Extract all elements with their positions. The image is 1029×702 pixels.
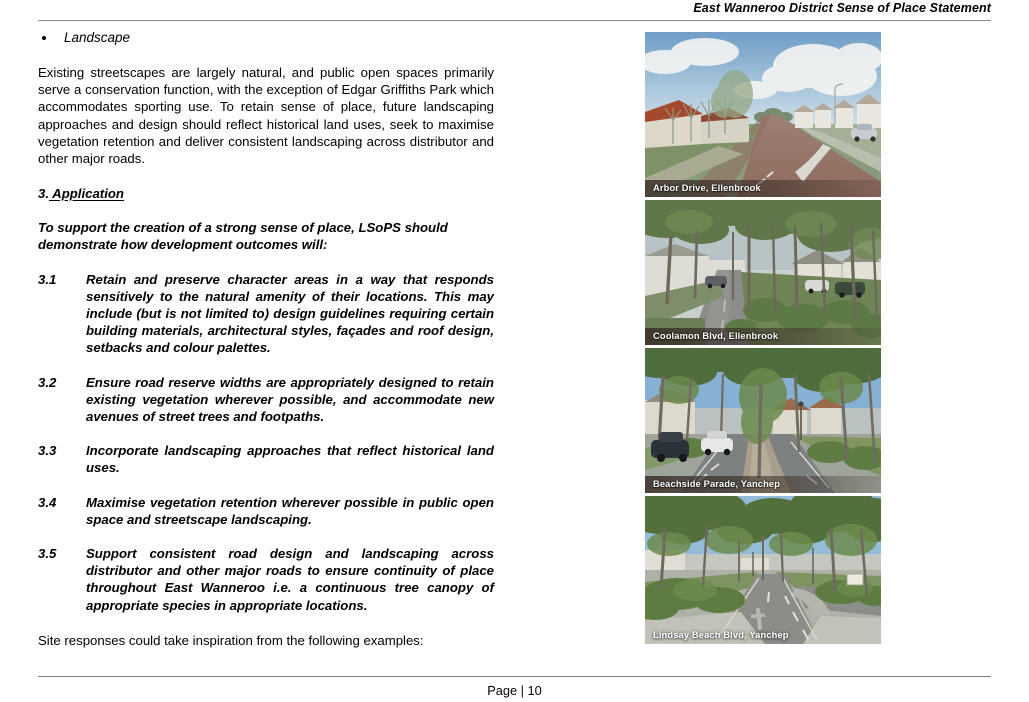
clause-number: 3.3 (38, 443, 57, 459)
clause-text: Maximise vegetation retention wherever possible in public open space and streetscape landscaping. (86, 494, 494, 527)
photo-caption: Arbor Drive, Ellenbrook (645, 180, 881, 197)
clause-text: Incorporate landscaping approaches that reflect historical land uses. (86, 443, 494, 476)
intro-paragraph: Existing streetscapes are largely natural, and public open spaces primarily serve a conservation function, with the exception of Edgar Griffiths Park which accommodates sporting use. To retain sense of place, future landscaping approaches and design should reflect historical land uses, seek to maximise vegetation retention and deliver consistent landscaping across distributor and other major roads. (38, 65, 494, 167)
clause-3-4 (38, 494, 494, 528)
clause-3-1 (38, 271, 494, 357)
closing-paragraph: Site responses could take inspiration from the following examples: (38, 632, 424, 648)
streetscape-illustration (645, 32, 881, 197)
section-number: 3. (38, 186, 49, 202)
clause-number: 3.2 (38, 374, 57, 390)
section-heading-application (38, 185, 494, 202)
header-divider (38, 20, 991, 21)
photo-caption: Beachside Parade, Yanchep (645, 476, 881, 493)
photo-beachside-parade (645, 348, 881, 493)
header-title: East Wanneroo District Sense of Place Statement (693, 1, 991, 15)
streetscape-illustration (645, 496, 881, 644)
footer-divider (38, 676, 991, 677)
photo-lindsay-beach-blvd (645, 496, 881, 644)
photo-scene (645, 496, 881, 644)
bullet-item-landscape (38, 30, 494, 52)
photo-scene (645, 348, 881, 493)
photo-caption: Lindsay Beach Blvd, Yanchep (653, 630, 789, 640)
clause-text: Retain and preserve character areas in a way that responds sensitively to the natural amenity of their locations. This may include (but is not limited to) design guidelines requiring certain building materials, architectural styles, façades and roof design, setbacks and colour palettes. (86, 271, 494, 356)
clause-text: Support consistent road design and landscaping across distributor and other major roads to ensure continuity of place throughout East Wanneroo i.e. a continuous tree canopy of appropriate species in appropriate locations. (86, 546, 494, 613)
photo-scene (645, 200, 881, 345)
photo-coolamon-blvd (645, 200, 881, 345)
page-header (38, 0, 991, 22)
bullet-dot-icon (42, 36, 46, 40)
clause-number: 3.1 (38, 271, 57, 287)
clause-number: 3.4 (38, 494, 57, 510)
page-number: Page | 10 (487, 683, 542, 698)
clause-3-5 (38, 545, 494, 614)
photo-arbor-drive (645, 32, 881, 197)
clause-3-3 (38, 442, 494, 476)
document-body (38, 30, 494, 649)
page-footer (38, 676, 991, 698)
photo-gallery (645, 32, 881, 647)
streetscape-illustration (645, 200, 881, 345)
clause-text: Ensure road reserve widths are appropriately designed to retain existing vegetation wherever possible, and accommodate new avenues of street trees and footpaths. (86, 374, 494, 425)
streetscape-illustration (645, 348, 881, 493)
bullet-item-label: Landscape (64, 30, 131, 45)
clause-number: 3.5 (38, 546, 57, 562)
photo-caption: Coolamon Blvd, Ellenbrook (645, 328, 881, 345)
lead-in-paragraph: To support the creation of a strong sense of place, LSoPS should demonstrate how development outcomes will: (38, 220, 448, 253)
photo-scene (645, 32, 881, 197)
section-title: Application (49, 186, 124, 202)
clause-3-2 (38, 374, 494, 426)
